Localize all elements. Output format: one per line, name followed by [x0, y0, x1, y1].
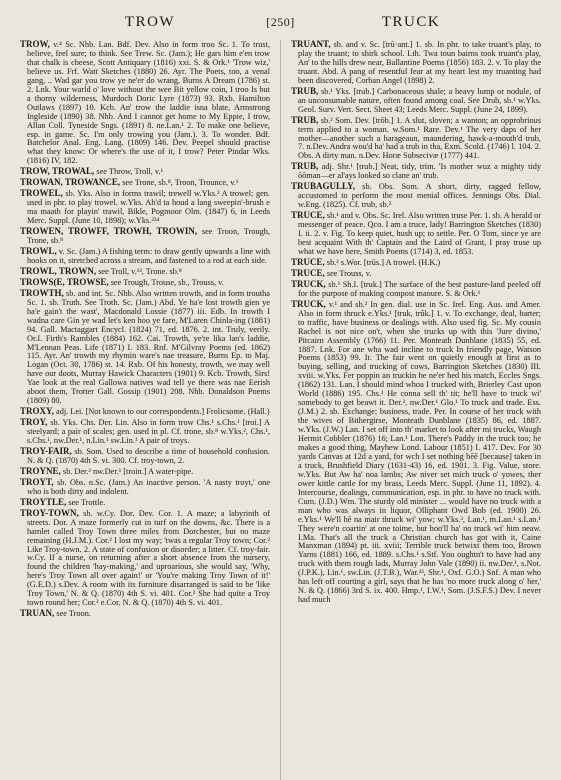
entry-definition: sb.¹ Sh.I. [truk.] The surface of the best pasture-land peeled off for the purpose of making compost manure. S. & Ork.¹	[298, 279, 541, 298]
entry-headword: TRUCE,	[291, 210, 325, 221]
entry-headword: TROWTH,	[20, 287, 64, 298]
page-number: [250]	[266, 15, 295, 29]
left-running-head: TROW	[124, 14, 176, 30]
entry-headword: TRUCE,	[291, 267, 325, 278]
dictionary-entry	[20, 189, 270, 226]
entry-headword: TROY,	[20, 417, 48, 428]
dictionary-entry	[291, 87, 541, 115]
entry-definition: see Trouss, v.	[326, 268, 372, 278]
dictionary-entry	[20, 609, 270, 619]
entry-definition: see Troon.	[56, 609, 91, 619]
entry-headword: TROYTLE,	[20, 496, 67, 507]
dictionary-entry	[291, 258, 541, 268]
page-header	[20, 14, 541, 36]
entry-headword: TRUBAGULLY,	[291, 181, 356, 192]
dictionary-entry	[20, 278, 270, 288]
dictionary-entry	[291, 116, 541, 162]
entry-definition: see Trone, sb.⁸, Troon, Trounce, v.¹	[122, 178, 239, 188]
entry-definition: sb.² Som. Dev. [trŏb.] 1. A slut, sloven; a wanton; an opprobrious term applied to a woman. w.Som.¹ Rare. Dev.¹ The very daps of her mother—another such a harageaun, maundering, hawk-a-mouth'd trub, 7. n.Dev. Andra wou'd ha' had a trub in tha, Exm. Scold. (1746) l. 104. 2. Obs. A dirty man. n.Dev. Horæ Subsecivæ (1777) 441.	[298, 115, 541, 161]
entry-headword: TRUB,	[291, 114, 319, 125]
entry-definition: sb.² s.Wor. [trūs.] A trowel. (H.K.)	[326, 257, 441, 267]
dictionary-entry	[20, 289, 270, 406]
entry-definition: adj. Lei. [Not known to our correspondents.] Frolicsome. (Hall.)	[56, 407, 270, 417]
entry-headword: TRUANT,	[291, 40, 331, 49]
entry-headword: TRUB,	[291, 85, 319, 96]
dictionary-entry	[20, 247, 270, 266]
entry-headword: TROY-FAIR,	[20, 445, 72, 456]
entry-headword: TROYNE,	[20, 465, 61, 476]
dictionary-entry	[20, 447, 270, 466]
column-divider	[280, 40, 281, 780]
dictionary-entry	[20, 167, 270, 177]
entry-headword: TRUCK,	[291, 298, 326, 309]
entry-definition: v. Sc. (Jam.) A fishing term: to draw gently upwards a line with hooks on it, stretched across a stream, and fastened to a rod at each side.	[27, 246, 270, 265]
entry-headword: TROYT,	[20, 476, 54, 487]
entry-definition: sb. Der.² nw.Der.¹ [troin.] A water-pipe.	[62, 466, 194, 476]
right-running-head: TRUCK	[381, 14, 441, 30]
entry-definition: sb. and int. Sc. Nhb. Also written trowth, and in form trouthа Sc. 1. sb. Truth. See Troth. Sc. (Jam.) Abd. Ye ha'e lost trowth gien ye ha'e gain't the wast', Macdonald Lossie (1877) iii. Edb. In trowth I wadna care Gin ye wad let's ken hoo ye fare, M'Laren Chinla-ing (1881) 94. Gall. Mactaggart Encycl. (1824) 71, ed. 1876. 2. int. Truly, verily. Or.I. Firth's Rambles (1884) 162. Cai. Trowth, ye're lika lan's laddie, M'Lennan Peas. Life (1871) I. 183. Rnf. M'Gilvray Poems (ed. 1862) 115. Ayr. An' trowth my rhymin ware's nae treasure, Burns Ep. to Maj. Logan (Oct. 30, 1786) st. 14. Rxb. Of his honesty, trowth, we may well have our doots, Murray Hawick Characters (1901) 9. Kcb. Trowth, Sirs! Yae look at the real Gallowa natives wad tell ye there was nae Eerish aboot them, Trotter Gall. Gossip (1901) 208. Nhb. Donaldson Poems (1809) 80.	[27, 288, 270, 406]
entry-headword: TRUCK,	[291, 278, 326, 289]
entry-definition: sb. Som. Used to describe a time of household confusion. N. & Q. (1870) 4th S. vi. 300. Cf. troy-town, 2.	[27, 446, 270, 465]
entry-definition: v.¹ and sb.² In gen. dial. use in Sc. Irel. Eng. Aus. and Amer. Also in form thruck e.Yks.¹ [truk, trŭk.] 1. v. To exchange, deal, barter; to traffic, have business or dealings with. Also used fig. Sc. My cousin Rachel is not nice on't, when she trucks up with this 'Jure divino,' Pitcairn Assembly (1766) 11. Per. Monteath Dunblane (1835) 55, ed. 1887. Lnk. For ane wha wad incline to truck In friendly page, Watson Poems (1853) 99. Ir. The fair went on quietly enough at first as to buying, selling, and trucking of cows, Barrington Sketches (1830) III. xviii. w.Yks. Fer poppin an truckin he ne'er hed his match, Eccles Sngs. (1862) 131. Lan. I should mind whoa I trucked with, Brierley Cast upon World (1886) 195. Chs.¹ He conna sell th' tit; he'll have to truck wi' somebody to get beawt it. Der.², nw.Der.¹ Glo.¹ To truck and trade. Ess. (J.M.) 2. sb. Exchange; business, trade. Per. In course of her truck with the wives of Bithergirse, Monteath Dunblane (1835) 86, ed. 1887. w.Yks. (J.W.) Lan. I set off into th' market to look after mi trucks, Waugh Hermit Cobbler (1876) 16; Lan.¹ Lon. There's Paddy in the truck too; he makes a good thing, Mayhew Lond. Labour (1851) I. 417. Dev. For 30 yards Canvas at 12d a yard, for wch I set nothing bēē [because] taken in a truck, Brushfield Diary (1631-43) 16, ed. 1901. 3. Fig. Value, store. w.Yks. But Aw ha' noa lambs; Aw niver set mich truck o' yowes, ther ower kittle cattle for my brass, Leeds Merc. Suppl. (June 11, 1892). 4. Intercourse, dealings, communication, esp. in phr. to have no truck with. Cum. (J.D.) Wm. The sturdy old minister ... would have no truck with a man who was always in liquor, Olliphant Owd Bob (ed. 1900) 26. e.Yks.¹ We'll hē na mair thruck wi' yow; w.Yks.³, Lan.¹, m.Lan.¹ s.Lan.¹ They were'n coartin' at one toime, but hoo'll ha' no truck wi' him neaw. I.Ma. That's all the truck a Christian church has got with it, Caine Manxman (1894) pt. iii. xviii; Terrible truck betwixt them too, Brown Yarns (1881) 166, ed. 1889. s.Chs.¹ s.Stf. You oughtn't to have had any truck with them rough lads, Murray John Vale (1890) ii. nw.Der.¹, s.Not. (J.P.K.), Lin.¹, sw.Lin. (J.T.B.), War.²³, Shr.¹, Oxf. G.O.) Snf. A man who has left off courting a girl, says that he has 'no more truck along o' her,' N. & Q. (1866) 3rd S. ix. 400. Hmp.¹, I.W.¹, Som. (J.S.F.S.) Dev. I never had much	[298, 299, 541, 605]
dictionary-entry	[291, 269, 541, 279]
dictionary-entry	[20, 40, 270, 166]
dictionary-entry	[291, 300, 541, 605]
dictionary-entry	[20, 467, 270, 477]
entry-definition: sb.¹ and v. Obs. Sc. Irel. Also written truse Per. 1. sb. A herald or messenger of peace. Qco. I am a truce, lady! Barrington Sketches (1830) I. ii. 2. v. Fig. To keep quiet, hush up; to settle. Per. O Tom, since ye are best acquaint With th' Captain and the Laird of Grant, I pray truse up what we have here, Smith Poems (1714) 3, ed. 1853.	[298, 211, 541, 256]
entry-headword: TROY-TOWN,	[20, 507, 79, 518]
entry-headword: TROWAN, TROWANCE,	[20, 177, 121, 188]
dictionary-entry	[20, 478, 270, 497]
right-column	[291, 40, 541, 780]
dictionary-entry	[291, 40, 541, 86]
entry-definition: see Troon, Trough, Trone, sb.⁸	[27, 227, 270, 246]
entry-headword: TROWL,	[20, 245, 57, 256]
entry-definition: sb. Obs. n.Sc. (Jam.) An inactive person. 'A nasty troyt,' one who is both dirty and indolent.	[27, 477, 270, 496]
dictionary-entry	[20, 227, 270, 246]
dictionary-entry	[291, 162, 541, 181]
entry-headword: TRUCE,	[291, 256, 325, 267]
entry-definition: see Throw, Troll, v.¹	[96, 167, 164, 177]
columns	[20, 40, 541, 780]
entry-definition: sb. w.Cy. Dor. Dev. Cor. 1. A maze; a labyrinth of streets. Dor. A maze formerly cut in turf on the downs, &c. There is a hamlet called Troy Town three miles from Dorchester, but no maze remaining (H.J.M.). Cor.² I lost my way; 'twas a regular Troy town; Cor.² Like Troy-town. 2. A state of confusion or disorder; a litter. Cf. troy-fair. w.Cy. If a nurse, on returning after a short absence from the nursery, found the children 'hay-making,' and uproarious, she would say, 'Why, here's Troy Town all over again!' or 'You're making Troy Town of it!' (G.E.D.) s.Dev. A room with its furniture disarranged is said to be 'like Troy Town,' N. & Q. (1870) 4th S. vi. 401. Cor.² She had quite a Troy town round her; Cor.² e.Cor. N. & Q. (1870) 4th S. vi. 401.	[27, 508, 270, 608]
entry-definition: v.⁴ Sc. Nhb. Lan. Bdf. Dev. Also in form troo Sc. 1. To trust, believe, feel sure; to think. See Trew. Sc. (Jam.); He gars him e'en trow that chalk is cheese, Scott Antiquary (1816) xxi. S. & Ork.¹ 'Trow wiz,' believe us. Frf. Watt Sketches (1880) 26. Ayr. The Poets, too, a venal gang, .. Wad gar you trow ye ne'er do wrang, Burns A Dream (1786) st. 2. Lnk. Your warld o' love without the wee Bit yellow coin, I troo Is but a thorny wilderness, Murdoch Doric Lyre (1873) 93. Rxb. Hamilton Outlaws (1897) 10. Kcb. An' trow the laddie isna blate, Armstrong Ingleside (1890) 38. Nhb. And I cannot get home to My Eppie, I trow, Allan Coll. Tyneside Sngs. (1891) 8. ne.Lan.¹ 2. To make one believe, esp. in game. Sc. I'm only trowing you (Jam.). 3. To wonder. Bdf. Batchelor Anal. Eng. Lang. (1809) 146. Dev. Peepel should practise what they know: Or where's the use of it, I trow? Peter Pindar Wks. (1816) IV, 182.	[27, 40, 270, 166]
entry-headword: TROW,	[20, 40, 50, 49]
entry-definition: adj. Shr.¹ [trub.] Neat, tidy, trim. 'Is mother wuz a mighty tidy ŏŏman—er al'ays looked so clane an' trub.	[298, 162, 541, 181]
dictionary-entry	[291, 211, 541, 257]
entry-definition: sb. Yks. Also in forms trawil; trewell w.Yks.² A trowel; gen. used in phr. to play trowel. w.Yks. Ah'd ta houd a lang sweepin'-brush e ma maath for playin' trawil, Bikle, Pogmoor Olm. (1847) 6, in Leeds Merc. Suppl. (June 10, 1898); w.Yks.²³⁴	[27, 189, 270, 226]
entry-definition: see Trottle.	[68, 497, 106, 507]
dictionary-entry	[20, 407, 270, 417]
entry-headword: TRUAN,	[20, 608, 55, 619]
entry-definition: sb. Obs. Som. A short, dirty, ragged fellow, accustomed to perform the most menial offices. Jennings Obs. Dial. w.Eng. (1825). Cf. trub, sb.²	[298, 182, 541, 210]
dictionary-entry	[20, 418, 270, 446]
dictionary-entry	[20, 178, 270, 188]
entry-definition: sb. and v. Sc. [trū·ant.] 1. sb. In phr. to take truant's play, to play the truant; to shirk school. Lth. Twa toun bairns took truant's play, An' to the hills drew near, Ballantine Poems (1856) 183. 2. v. To play the truant. Abd. A pang of resentful fear at my heart lest my truanting had been discovered, Corban Angel (1898) 2.	[298, 40, 541, 85]
entry-definition: sb.¹ Yks. [trub.] Carbonaceous shale; a heavy lump or nodule, of an unconsumable nature, often found among coal. See Drub, sb.¹ w.Yks. Geol. Surv. Vert. Sect. Sheet 43; Leeds Merc. Suppl. (June 24, 1899).	[298, 86, 541, 114]
entry-headword: TROWEN, TROWFF, TROWH, TROWIN,	[20, 226, 198, 237]
entry-headword: TROXY,	[20, 406, 54, 417]
dictionary-entry	[291, 182, 541, 210]
dictionary-entry	[20, 498, 270, 508]
entry-headword: TRUB,	[291, 161, 319, 172]
entry-headword: TROW, TROWAL,	[20, 166, 95, 177]
entry-definition: see Trough, Trouse, sb., Trouss, v.	[110, 277, 224, 287]
dictionary-entry	[20, 267, 270, 277]
dictionary-entry	[20, 509, 270, 608]
entry-headword: TROWL, TROWN,	[20, 265, 97, 276]
dictionary-entry	[291, 280, 541, 299]
entry-headword: TROWEL,	[20, 188, 63, 199]
entry-headword: TROWS(E, TROWSE,	[20, 276, 109, 287]
entry-definition: sb. Yks. Chs. Der. Lin. Also in form trow Chs.¹ s.Chs.¹ [troi.] A steelyard; a pair of scales; gen. used in pl. Cf. trone, sb.⁸ w.Yks.², Chs.¹, s.Chs.¹, nw.Der.¹, n.Lin.¹ sw.Lin.¹ A pair of troys.	[27, 418, 270, 446]
entry-definition: see Troll, v.¹², Trone. sb.⁸	[98, 266, 182, 276]
left-column	[20, 40, 270, 780]
